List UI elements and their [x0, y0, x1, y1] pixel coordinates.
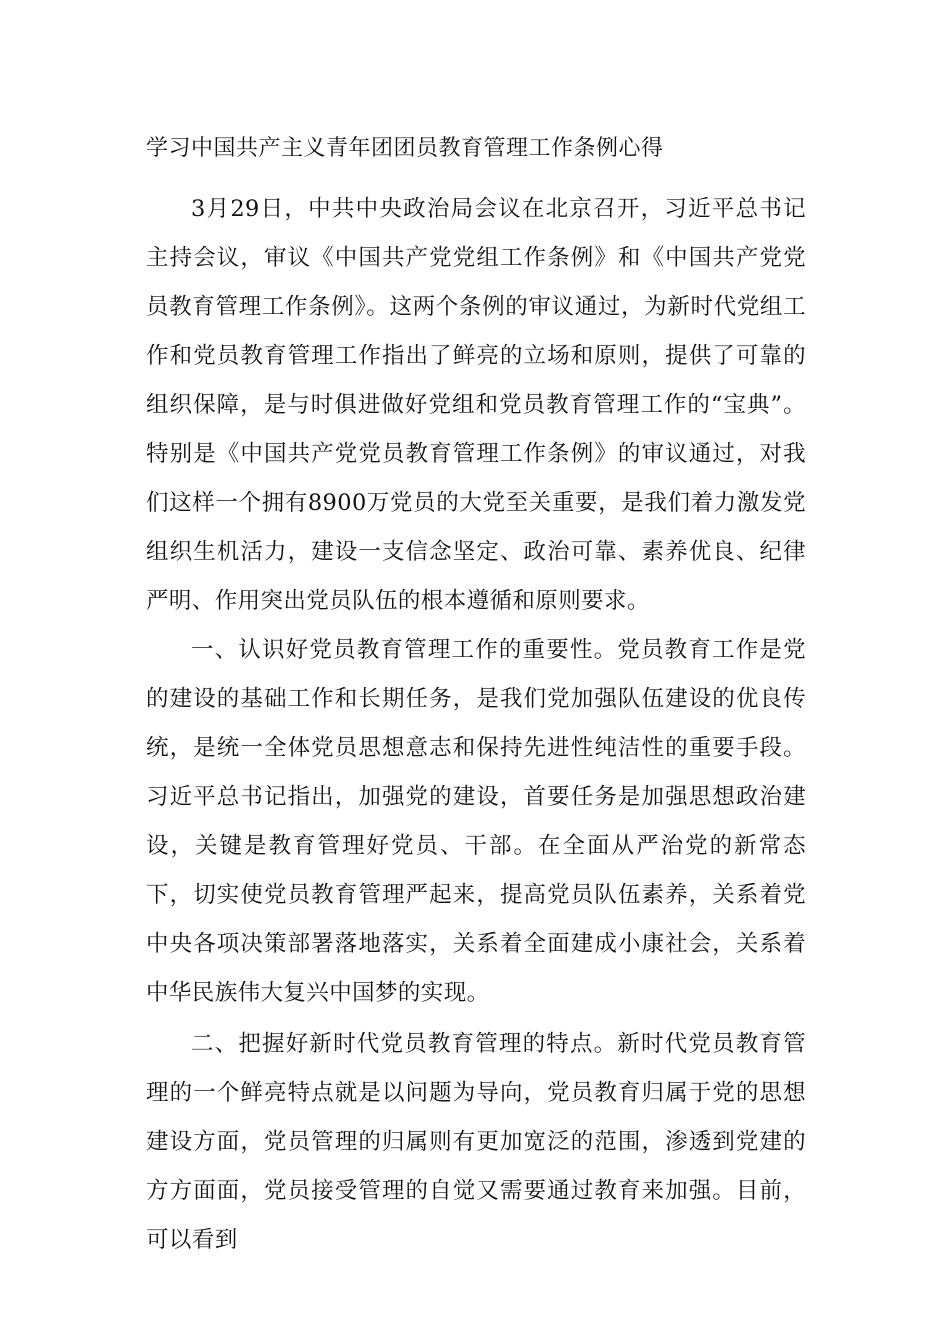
- paragraph-section-two: 二、把握好新时代党员教育管理的特点。新时代党员教育管理的一个鲜亮特点就是以问题为导向，党员教育归属于党的思想建设方面，党员管理的归属则有更加宽泛的范围，渗透到党建的方方面面，党员接受管理的自觉又需要通过教育来加强。目前，可以看到: [146, 1031, 806, 1253]
- document-body: [146, 134, 806, 1265]
- document-title: 学习中国共产主义青年团团员教育管理工作条例心得: [146, 136, 664, 161]
- paragraph-intro: 3月29日，中共中央政治局会议在北京召开，习近平总书记主持会议，审议《中国共产党党组工作条例》和《中国共产党党员教育管理工作条例》。这两个条例的审议通过，为新时代党组工作和党员教育管理工作指出了鲜亮的立场和原则，提供了可靠的组织保障，是与时俱进做好党组和党员教育管理工作的“宝典”。特别是《中国共产党党员教育管理工作条例》的审议通过，对我们这样一个拥有8900万党员的大党至关重要，是我们着力激发党组织生机活力，建设一支信念坚定、政治可靠、素养优良、纪律严明、作用突出党员队伍的根本遵循和原则要求。: [146, 196, 806, 614]
- paragraph-section-one: 一、认识好党员教育管理工作的重要性。党员教育工作是党的建设的基础工作和长期任务，是我们党加强队伍建设的优良传统，是统一全体党员思想意志和保持先进性纯洁性的重要手段。习近平总书记指出，加强党的建设，首要任务是加强思想政治建设，关键是教育管理好党员、干部。在全面从严治党的新常态下，切实使党员教育管理严起来，提高党员队伍素养，关系着党中央各项决策部署落地落实，关系着全面建成小康社会，关系着中华民族伟大复兴中国梦的实现。: [146, 637, 806, 1006]
